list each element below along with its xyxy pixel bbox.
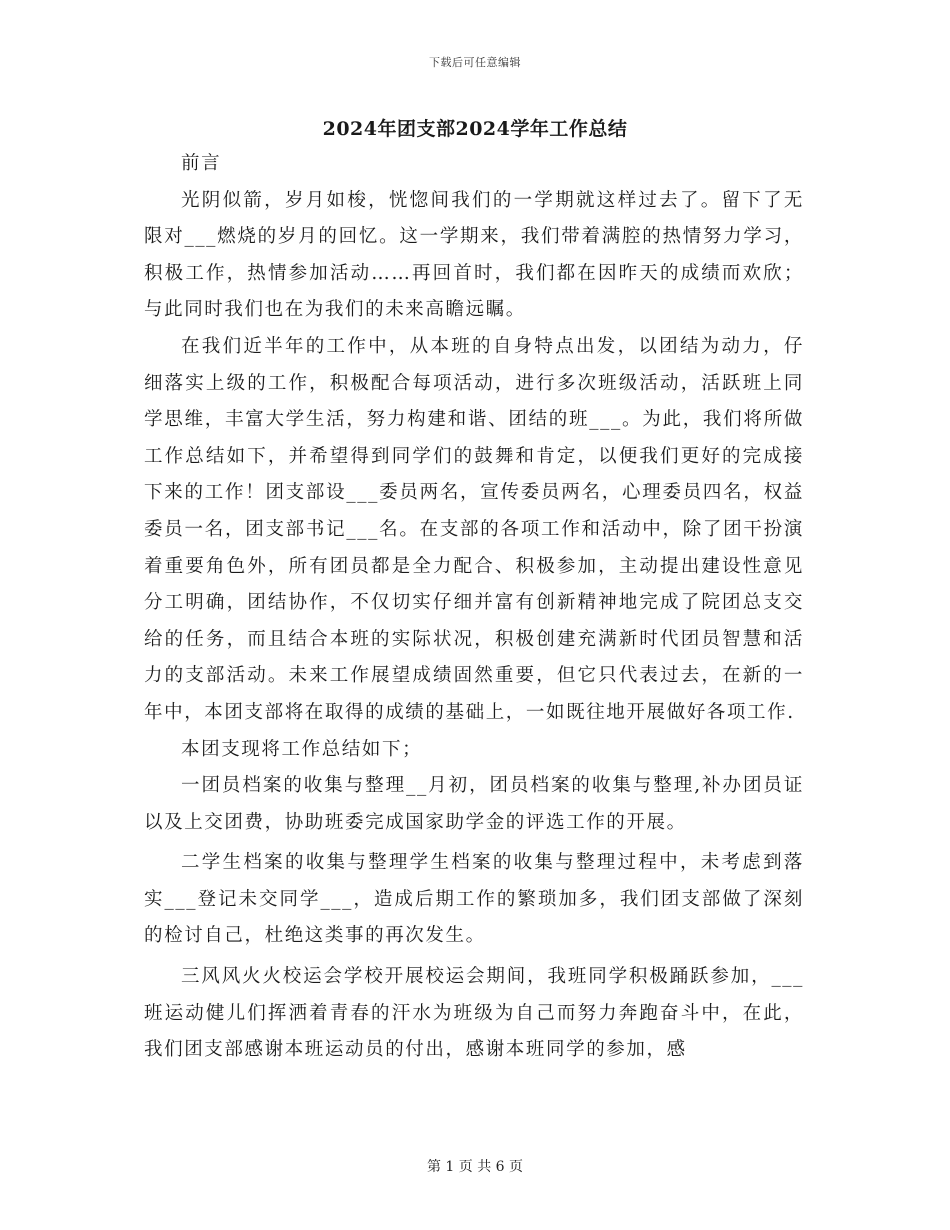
header-note: 下载后可任意编辑: [429, 56, 521, 69]
paragraph-item-1: 一团员档案的收集与整理__月初，团员档案的收集与整理,补办团员证以及上交团费，协助班委完成国家助学金的评选工作的开展。: [144, 775, 804, 833]
paragraph-item-3: 三风风火火校运会学校开展校运会期间，我班同学积极踊跃参加，___班运动健儿们挥洒着青春的汗水为班级为自己而努力奔跑奋斗中，在此，我们团支部感谢本班运动员的付出，感谢本班同学的参加，感: [144, 966, 804, 1061]
paragraph-intro: 光阴似箭，岁月如梭，恍惚间我们的一学期就这样过去了。留下了无限对___燃烧的岁月的回忆。这一学期来，我们带着满腔的热情努力学习，积极工作，热情参加活动……再回首时，我们都在因昨天的成绩而欢欣；与此同时我们也在为我们的未来高瞻远瞩。: [144, 189, 804, 321]
document-title: 2024年团支部2024学年工作总结: [322, 118, 628, 140]
page-number: 第 1 页 共 6 页: [426, 1159, 524, 1175]
paragraph-summary-lead: 本团支现将工作总结如下；: [181, 738, 423, 760]
paragraph-overview: 在我们近半年的工作中，从本班的自身特点出发，以团结为动力，仔细落实上级的工作，积极配合每项活动，进行多次班级活动，活跃班上同学思维，丰富大学生活，努力构建和谐、团结的班___。为此，我们将所做工作总结如下，并希望得到同学们的鼓舞和肯定，以便我们更好的完成接下来的工作！团支部设___委员两名，宣传委员两名，心理委员四名，权益委员一名，团支部书记___名。在支部的各项工作和活动中，除了团干扮演着重要角色外，所有团员都是全力配合、积极参加，主动提出建设性意见分工明确，团结协作，不仅切实仔细并富有创新精神地完成了院团总支交给的任务，而且结合本班的实际状况，积极创建充满新时代团员智慧和活力的支部活动。未来工作展望成绩固然重要，但它只代表过去，在新的一年中，本团支部将在取得的成绩的基础上，一如既往地开展做好各项工作.: [144, 335, 804, 723]
document-body: [144, 146, 804, 1069]
paragraph-preface: 前言: [181, 153, 222, 174]
paragraph-item-2: 二学生档案的收集与整理学生档案的收集与整理过程中，未考虑到落实___登记未交同学___，造成后期工作的繁琐加多，我们团支部做了深刻的检讨自己，杜绝这类事的再次发生。: [144, 852, 804, 947]
